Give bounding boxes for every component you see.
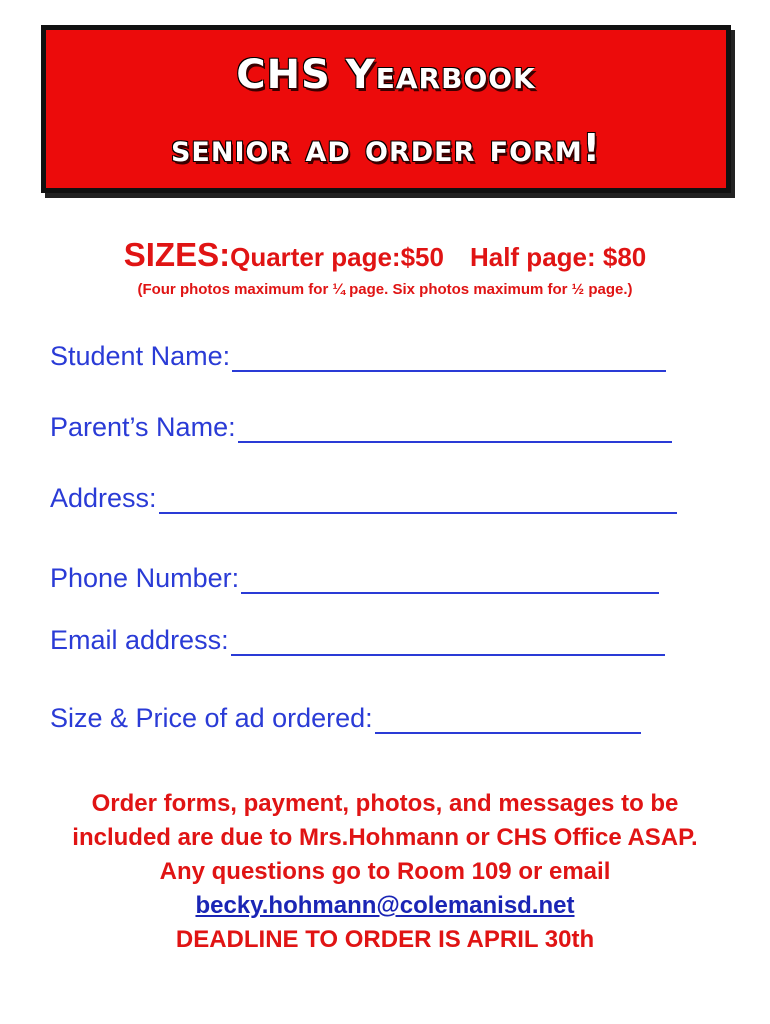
phone-number-field[interactable] [50, 558, 659, 594]
phone-number-label: Phone Number: [50, 563, 240, 593]
half-page-price: Half page: $80 [469, 242, 647, 272]
parent-name-label: Parent’s Name: [50, 412, 236, 442]
student-name-field[interactable] [50, 336, 666, 372]
size-price-blank[interactable] [375, 702, 641, 734]
phone-number-blank[interactable] [241, 562, 659, 594]
title-banner [41, 25, 731, 193]
quarter-page-price: Quarter page:$50 [230, 242, 444, 272]
deadline-notice: DEADLINE TO ORDER IS APRIL 30th [175, 926, 595, 953]
contact-email-link[interactable]: becky.hohmann@colemanisd.net [195, 892, 575, 919]
closing-instructions [0, 787, 770, 957]
email-address-label: Email address: [50, 625, 229, 655]
parent-name-blank[interactable] [238, 411, 672, 443]
address-field[interactable] [50, 478, 677, 514]
sizes-line [0, 236, 770, 274]
closing-line-3: Any questions go to Room 109 or email [159, 858, 611, 885]
banner-subtitle: senior ad order form! [170, 126, 602, 170]
student-name-blank[interactable] [232, 340, 666, 372]
parent-name-field[interactable] [50, 407, 672, 443]
size-price-field[interactable] [50, 698, 641, 734]
banner-title: CHS Yearbook [236, 52, 536, 98]
closing-line-2: included are due to Mrs.Hohmann or CHS Office ASAP. [72, 824, 698, 851]
address-blank[interactable] [159, 482, 677, 514]
email-address-field[interactable] [50, 620, 665, 656]
address-label: Address: [50, 483, 157, 513]
email-address-blank[interactable] [231, 624, 665, 656]
sizes-heading: SIZES: [123, 236, 231, 273]
student-name-label: Student Name: [50, 341, 231, 371]
size-price-label: Size & Price of ad ordered: [50, 703, 373, 733]
photo-limit-note: (Four photos maximum for ¼ page. Six photos maximum for ½ page.) [137, 281, 633, 298]
closing-line-1: Order forms, payment, photos, and messages to be [91, 790, 679, 817]
